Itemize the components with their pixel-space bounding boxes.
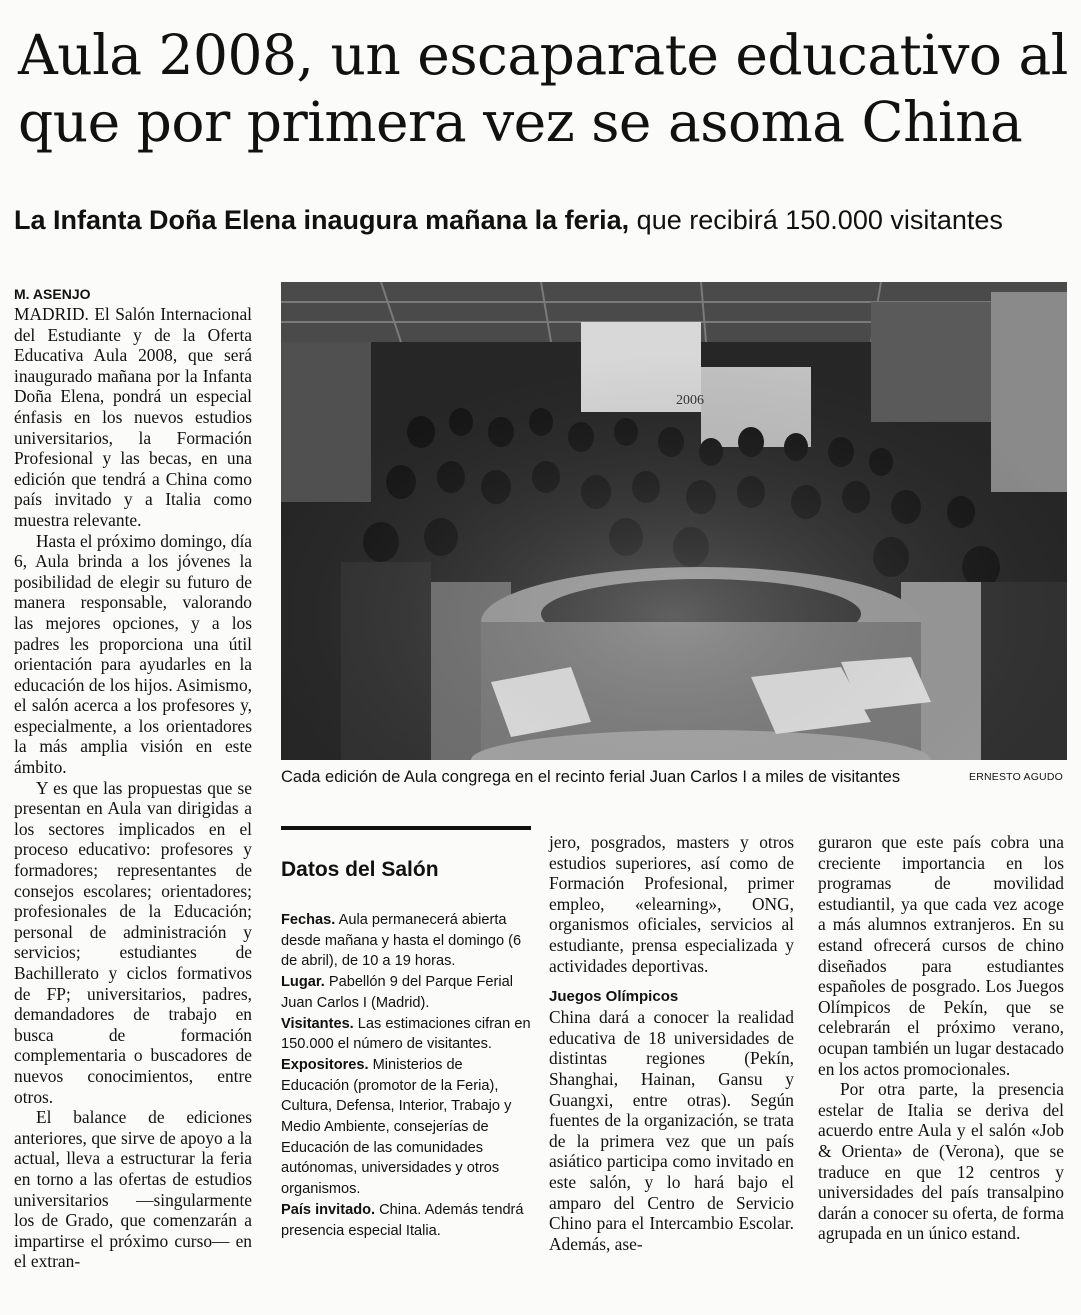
- subheadline: [14, 200, 1074, 240]
- col3-paragraph-2: China dará a conocer la realidad educativa de 18 universidades de distintas regiones (Pekín, Shanghai, Hainan, Gansu y Guangxi, entre otras). Según fuentes de la organización, se trata de la primera vez que un país asiático participa como invitado en este salón, y lo hará bajo el amparo del Centro de Servicio Chino para el Intercambio Escolar. Además, ase-: [549, 1007, 794, 1254]
- box-top-rule: [281, 826, 531, 830]
- box-item: [281, 1200, 531, 1241]
- col1-paragraph-1: MADRID. El Salón Internacional del Estudiante y de la Oferta Educativa Aula 2008, que será inaugurado mañana por la Infanta Doña Elena, pondrá un especial énfasis en los nuevos estudios universitarios, la Formación Profesional y las becas, en una edición que tendrá a China como país invitado y a Italia como muestra relevante.: [14, 304, 252, 530]
- crowd-illustration: [281, 282, 1067, 760]
- col1-paragraph-3: Y es que las propuestas que se presentan en Aula van dirigidas a los sectores implicados en el proceso educativo: profesores y formadores; representantes de consejos escolares; orientadores; profesionales de la Educación; personal de administración y servicios; estudiantes de Bachillerato y ciclos formativos de FP; universitarios, padres, demandadores de trabajo en busca de formación complementaria o buscadores de nuevos conocimientos, entre otros.: [14, 777, 252, 1107]
- col3-paragraph-1: jero, posgrados, masters y otros estudios superiores, así como de Formación Profesional, primer empleo, «elearning», ONG, organismos oficiales, servicios al estudiante, prensa especializada y actividades deportivas.: [549, 832, 794, 976]
- info-box: [281, 910, 531, 1241]
- box-item: [281, 1014, 531, 1055]
- headline: Aula 2008, un escaparate educativo al que por primera vez se asoma China: [18, 23, 1068, 154]
- col4-paragraph-1: guraron que este país cobra una creciente importancia en los programas de movilidad estudiantil, ya que cada vez acoge a más alumnos extranjeros. En su estand ofrecerá cursos de chino diseñados para estudiantes españoles de posgrado. Los Juegos Olímpicos de Pekín, que se celebrarán el próximo verano, ocupan también un lugar destacado en los actos promocionales.: [818, 832, 1064, 1079]
- box-item-label: País invitado.: [281, 1201, 376, 1218]
- box-item-label: Fechas.: [281, 912, 336, 928]
- photo-credit: ERNESTO AGUDO: [968, 771, 1063, 783]
- box-title: Datos del Salón: [281, 858, 439, 881]
- column-1: [14, 284, 252, 1272]
- box-item-label: Expositores.: [281, 1056, 369, 1073]
- box-item-text: China. Además tendrá presencia especial Italia.: [281, 1201, 524, 1239]
- box-item-text: Ministerios de Educación (promotor de la Feria), Cultura, Defensa, Interior, Trabajo y Medio Ambiente, consejerías de Educación de las comunidades autónomas, universidades y otros organismos.: [281, 1056, 512, 1198]
- column-3: [549, 832, 794, 1254]
- section-subtitle: Juegos Olímpicos: [549, 988, 679, 1006]
- col4-paragraph-2: Por otra parte, la presencia estelar de Italia se deriva del acuerdo entre Aula y el salón «Job & Orienta» de (Verona), que se traduce en que 12 centros y universidades del país transalpino darán a conocer su oferta, de forma agrupada en un único estand.: [818, 1079, 1064, 1244]
- box-item-label: Lugar.: [281, 974, 325, 991]
- box-item: [281, 1055, 531, 1200]
- col1-paragraph-2: Hasta el próximo domingo, día 6, Aula brinda a los jóvenes la posibilidad de elegir su futuro de manera responsable, valorando las mejores opciones, y a los padres les proporciona una útil orientación para ayudarles en la educación de los hijos. Asimismo, el salón acerca a los profesores y, especialmente, a los orientadores la más amplia visión en este ámbito.: [14, 530, 252, 778]
- byline: M. ASENJO: [14, 286, 91, 302]
- event-photo: [281, 282, 1067, 760]
- box-item-text: Aula permanecerá abierta desde mañana y hasta el domingo (6 de abril), de 10 a 19 horas.: [281, 912, 522, 970]
- box-item-text: Pabellón 9 del Parque Ferial Juan Carlos I (Madrid).: [281, 974, 514, 1011]
- col1-paragraph-4: El balance de ediciones anteriores, que sirve de apoyo a la actual, lleva a estructurar la feria en torno a las ofertas de estudios universitarios —singularmente los de Grado, que comenzarán a impartirse el próximo curso— en el extran-: [14, 1107, 252, 1272]
- box-item-label: Visitantes.: [281, 1015, 354, 1032]
- column-4: [818, 832, 1064, 1244]
- box-item: [281, 910, 531, 972]
- booth-sign-text: 2006: [676, 393, 704, 408]
- subhead-bold: La Infanta Doña Elena inaugura mañana la feria,: [14, 205, 630, 235]
- box-item: [281, 972, 531, 1013]
- photo-caption: Cada edición de Aula congrega en el recinto ferial Juan Carlos I a miles de visitantes: [281, 768, 901, 786]
- subhead-rest: que recibirá 150.000 visitantes: [629, 205, 1003, 235]
- box-item-text: Las estimaciones cifran en 150.000 el número de visitantes.: [281, 1015, 531, 1053]
